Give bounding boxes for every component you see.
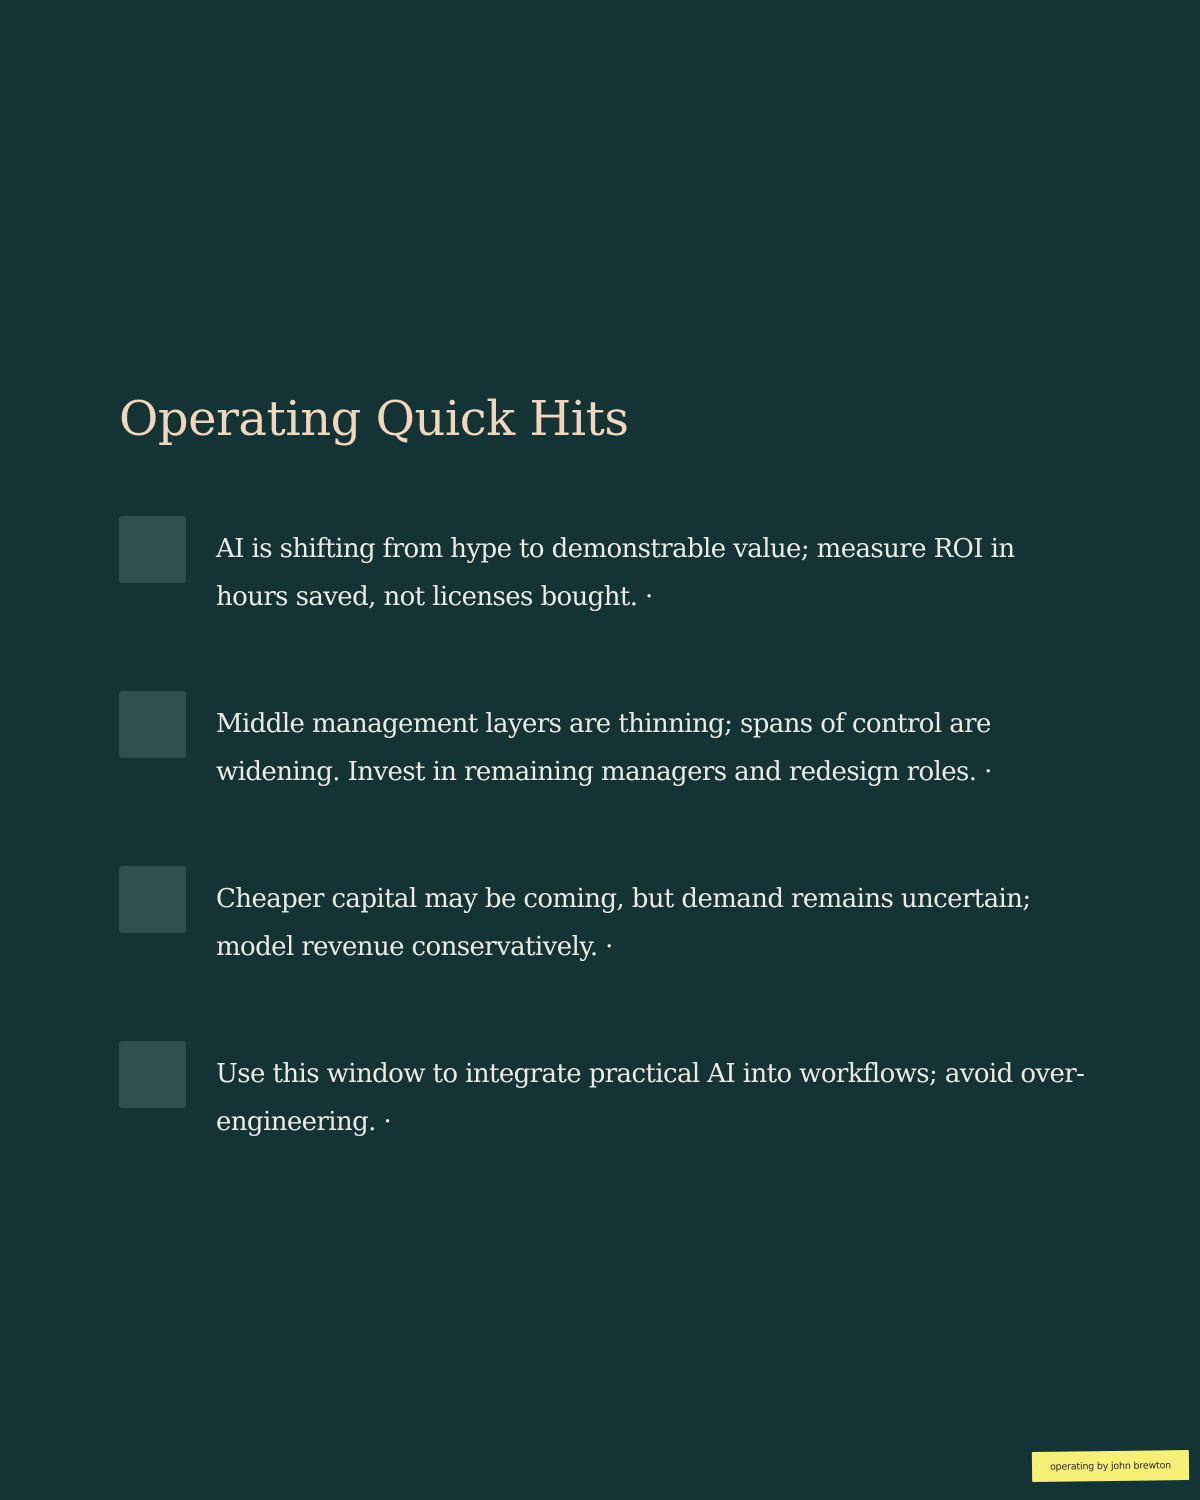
branding-tag: operating by john brewton	[1032, 1450, 1189, 1482]
page-title: Operating Quick Hits	[119, 391, 629, 447]
checkbox-icon	[119, 866, 186, 933]
content	[119, 384, 1099, 1216]
list-item	[119, 1041, 1099, 1146]
list-item	[119, 866, 1099, 971]
list-item	[119, 516, 1099, 621]
list-item	[119, 691, 1099, 796]
checkbox-icon	[119, 516, 186, 583]
list-item-text: Middle management layers are thinning; spans of control are widening. Invest in remaining managers and redesign roles. ·	[216, 700, 1086, 796]
list-item-text: Cheaper capital may be coming, but demand remains uncertain; model revenue conservatively. ·	[216, 875, 1086, 971]
list-item-text: Use this window to integrate practical AI into workflows; avoid over-engineering. ·	[216, 1050, 1086, 1146]
quick-hits-list	[119, 516, 1099, 1146]
list-item-text: AI is shifting from hype to demonstrable value; measure ROI in hours saved, not licenses bought. ·	[216, 525, 1086, 621]
checkbox-icon	[119, 1041, 186, 1108]
checkbox-icon	[119, 691, 186, 758]
